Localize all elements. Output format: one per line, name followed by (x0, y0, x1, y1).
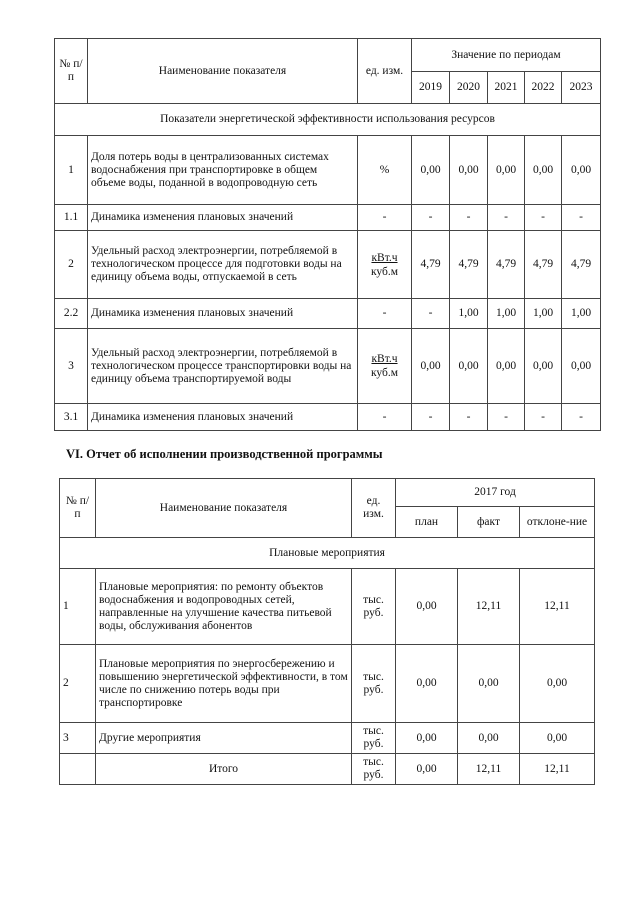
row-value: 4,79 (525, 231, 562, 299)
section-row: Показатели энергетической эффективности использования ресурсов (55, 104, 601, 136)
row-value: - (488, 205, 525, 231)
row-name: Динамика изменения плановых значений (88, 205, 358, 231)
row-plan: 0,00 (396, 754, 458, 785)
row-value: 1,00 (450, 299, 488, 329)
row-value: - (562, 205, 601, 231)
row-fact: 0,00 (458, 723, 520, 754)
table-row (55, 136, 601, 205)
table-row (55, 231, 601, 299)
row-value: 0,00 (525, 329, 562, 404)
col-header-year: 2022 (525, 72, 562, 104)
row-name: Удельный расход электроэнергии, потребляемой в технологическом процессе транспортировки воды на единицу объема транспортируемой воды (88, 329, 358, 404)
row-fact: 0,00 (458, 645, 520, 723)
unit-denominator: куб.м (370, 265, 399, 278)
row-num: 1 (55, 136, 88, 205)
row-fact: 12,11 (458, 754, 520, 785)
col-header-year: 2019 (412, 72, 450, 104)
row-name: Удельный расход электроэнергии, потребляемой в технологическом процессе для подготовки воды на единицу объема воды, отпускаемой в сеть (88, 231, 358, 299)
row-deviation: 12,11 (520, 569, 595, 645)
col-header-year: 2021 (488, 72, 525, 104)
col-header-year: 2020 (450, 72, 488, 104)
row-name: Доля потерь воды в централизованных системах водоснабжения при транспортировке в общем объеме воды, поданной в водопроводную сеть (88, 136, 358, 205)
row-value: - (450, 404, 488, 431)
row-value: 0,00 (488, 329, 525, 404)
col-header-name: Наименование показателя (96, 479, 352, 538)
row-unit: % (358, 136, 412, 205)
row-value: 4,79 (412, 231, 450, 299)
row-value: 1,00 (562, 299, 601, 329)
row-deviation: 12,11 (520, 754, 595, 785)
row-num: 3 (60, 723, 96, 754)
row-value: 0,00 (450, 136, 488, 205)
section-row: Плановые мероприятия (60, 538, 595, 569)
table-row (55, 299, 601, 329)
col-header-num: № п/п (55, 39, 88, 104)
col-header-year: 2017 год (396, 479, 595, 507)
table-row (60, 569, 595, 645)
row-plan: 0,00 (396, 569, 458, 645)
col-header-periods: Значение по периодам (412, 39, 601, 72)
row-unit: - (358, 299, 412, 329)
row-value: 0,00 (562, 329, 601, 404)
row-num: 3.1 (55, 404, 88, 431)
row-unit: - (358, 404, 412, 431)
row-value: 0,00 (488, 136, 525, 205)
row-deviation: 0,00 (520, 645, 595, 723)
col-header-fact: факт (458, 507, 520, 538)
row-value: 1,00 (525, 299, 562, 329)
row-num: 1.1 (55, 205, 88, 231)
row-plan: 0,00 (396, 723, 458, 754)
row-value: - (488, 404, 525, 431)
row-num (60, 754, 96, 785)
row-value: 4,79 (488, 231, 525, 299)
unit-numerator: кВт.ч (371, 353, 398, 365)
row-unit: - (358, 205, 412, 231)
unit-denominator: куб.м (370, 367, 399, 379)
row-value: 1,00 (488, 299, 525, 329)
row-value: - (412, 404, 450, 431)
col-header-deviation: отклоне-ние (520, 507, 595, 538)
col-header-unit: ед. изм. (358, 39, 412, 104)
table-row (55, 205, 601, 231)
row-unit: тыс. руб. (352, 723, 396, 754)
row-num: 2 (55, 231, 88, 299)
row-value: - (525, 404, 562, 431)
row-name: Плановые мероприятия по энергосбережению и повышению энергетической эффективности, в том числе по снижению потерь воды при транспортировке (96, 645, 352, 723)
total-label: Итого (96, 754, 352, 785)
col-header-name: Наименование показателя (88, 39, 358, 104)
section-heading: VI. Отчет об исполнении производственной программы (66, 447, 383, 461)
row-plan: 0,00 (396, 645, 458, 723)
row-num: 3 (55, 329, 88, 404)
row-value: 0,00 (525, 136, 562, 205)
row-num: 1 (60, 569, 96, 645)
row-unit (358, 329, 412, 404)
energy-efficiency-table (54, 38, 601, 431)
row-unit: тыс. руб. (352, 754, 396, 785)
col-header-plan: план (396, 507, 458, 538)
row-value: - (562, 404, 601, 431)
table-row (55, 329, 601, 404)
program-report-table (59, 478, 595, 785)
row-name: Динамика изменения плановых значений (88, 404, 358, 431)
row-num: 2 (60, 645, 96, 723)
row-name: Другие мероприятия (96, 723, 352, 754)
row-value: 0,00 (412, 136, 450, 205)
row-value: 0,00 (450, 329, 488, 404)
row-value: 0,00 (562, 136, 601, 205)
row-value: 4,79 (450, 231, 488, 299)
row-name: Плановые мероприятия: по ремонту объектов водоснабжения и водопроводных сетей, направленные на улучшение качества питьевой воды, обслуживания абонентов (96, 569, 352, 645)
row-num: 2.2 (55, 299, 88, 329)
row-value: - (525, 205, 562, 231)
unit-numerator: кВт.ч (371, 251, 398, 264)
table-row (55, 404, 601, 431)
col-header-year: 2023 (562, 72, 601, 104)
row-fact: 12,11 (458, 569, 520, 645)
row-value: - (412, 299, 450, 329)
col-header-num: № п/п (60, 479, 96, 538)
row-value: 4,79 (562, 231, 601, 299)
col-header-unit: ед. изм. (352, 479, 396, 538)
row-deviation: 0,00 (520, 723, 595, 754)
row-value: 0,00 (412, 329, 450, 404)
row-name: Динамика изменения плановых значений (88, 299, 358, 329)
table-row (60, 723, 595, 754)
row-unit: тыс. руб. (352, 569, 396, 645)
row-value: - (450, 205, 488, 231)
row-unit: тыс. руб. (352, 645, 396, 723)
row-value: - (412, 205, 450, 231)
table-row (60, 645, 595, 723)
row-unit (358, 231, 412, 299)
total-row (60, 754, 595, 785)
